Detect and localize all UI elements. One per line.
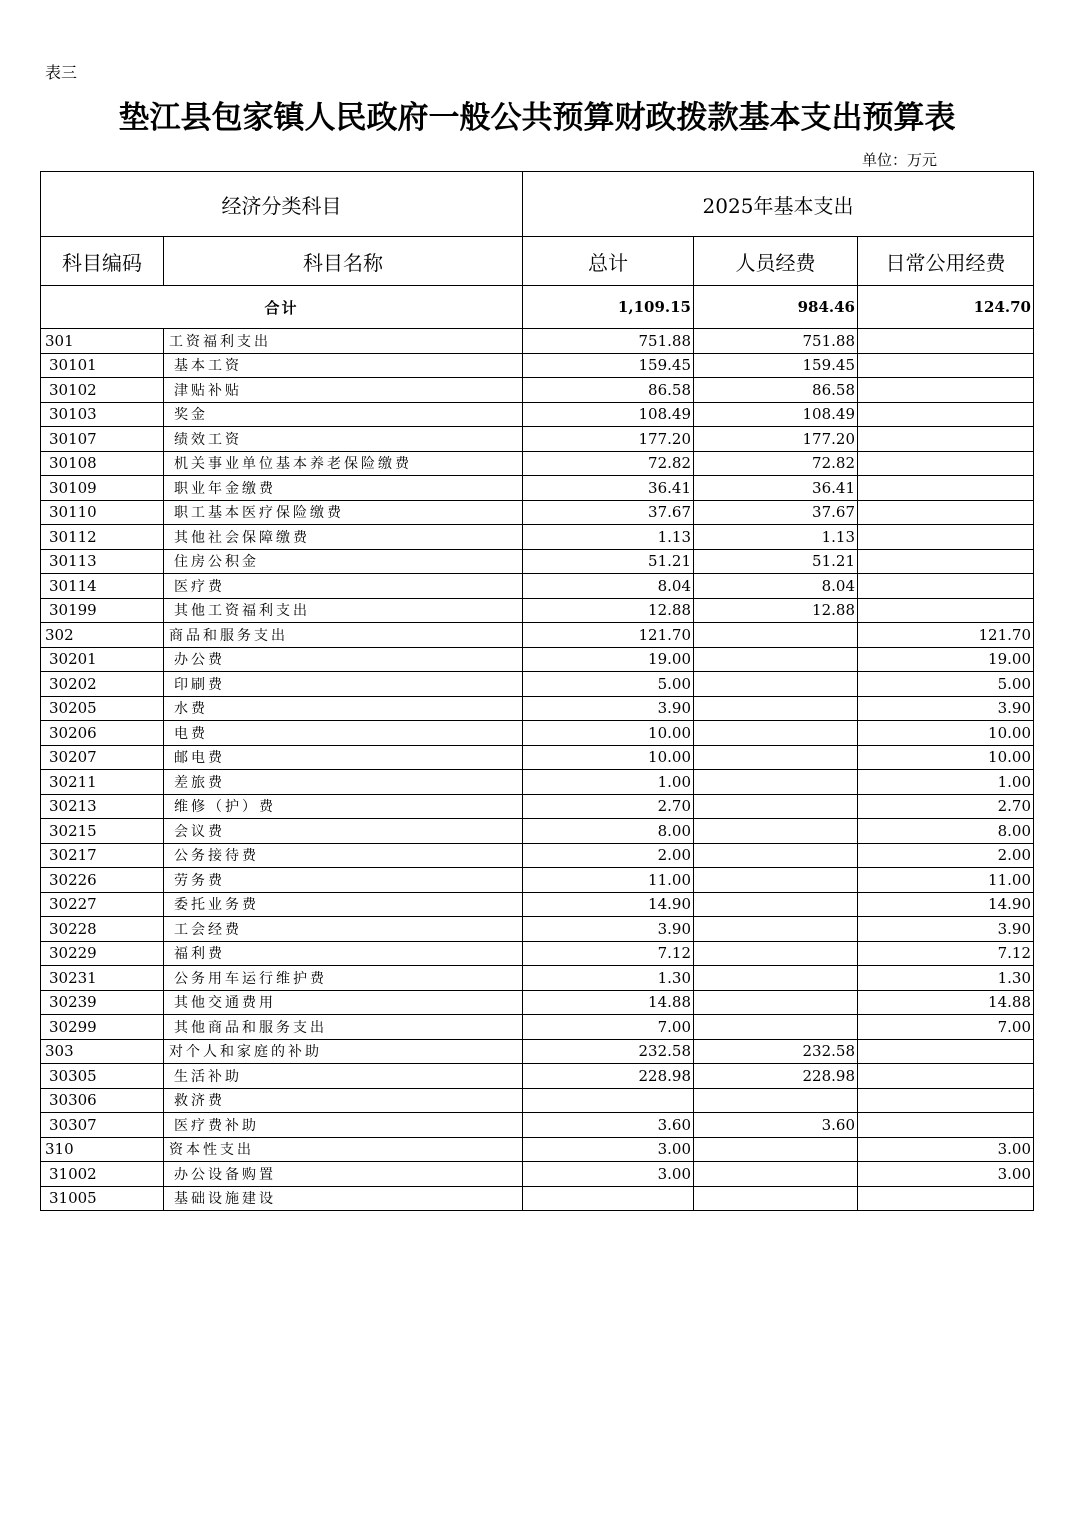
table-row: [41, 843, 1034, 868]
row-name: 医疗费: [164, 574, 523, 599]
row-total: 10.00: [523, 721, 694, 746]
row-public: [858, 378, 1034, 403]
row-code: 30307: [41, 1113, 164, 1138]
row-public: 2.00: [858, 843, 1034, 868]
row-personnel: [694, 966, 858, 991]
table-row: [41, 770, 1034, 795]
table-row: [41, 990, 1034, 1015]
row-public: [858, 549, 1034, 574]
header-year-basic: 2025年基本支出: [523, 172, 1034, 237]
table-row: [41, 1088, 1034, 1113]
row-personnel: [694, 819, 858, 844]
row-personnel: [694, 794, 858, 819]
row-total: 3.90: [523, 696, 694, 721]
row-name: 工会经费: [164, 917, 523, 942]
row-personnel: [694, 1162, 858, 1187]
row-total: 177.20: [523, 427, 694, 452]
row-total: 3.90: [523, 917, 694, 942]
row-name: 福利费: [164, 941, 523, 966]
table-row: [41, 819, 1034, 844]
row-total: 121.70: [523, 623, 694, 648]
row-public: [858, 525, 1034, 550]
row-code: 30109: [41, 476, 164, 501]
table-row: [41, 598, 1034, 623]
row-public: 8.00: [858, 819, 1034, 844]
row-code: 30108: [41, 451, 164, 476]
row-public: [858, 1039, 1034, 1064]
row-personnel: 751.88: [694, 329, 858, 354]
row-total: 2.70: [523, 794, 694, 819]
row-public: 3.90: [858, 696, 1034, 721]
row-public: 1.00: [858, 770, 1034, 795]
table-row: [41, 1186, 1034, 1211]
row-code: 30199: [41, 598, 164, 623]
row-code: 30113: [41, 549, 164, 574]
row-public: 10.00: [858, 745, 1034, 770]
table-row: [41, 1162, 1034, 1187]
row-personnel: [694, 868, 858, 893]
row-personnel: [694, 1088, 858, 1113]
row-code: 30306: [41, 1088, 164, 1113]
row-name: 办公费: [164, 647, 523, 672]
row-name: 公务接待费: [164, 843, 523, 868]
row-name: 资本性支出: [164, 1137, 523, 1162]
row-personnel: [694, 672, 858, 697]
row-name: 绩效工资: [164, 427, 523, 452]
table-label: 表三: [45, 63, 78, 82]
row-personnel: [694, 892, 858, 917]
row-public: [858, 1186, 1034, 1211]
table-row: [41, 476, 1034, 501]
total-row: [41, 286, 1034, 329]
row-total: [523, 1186, 694, 1211]
table-row: [41, 794, 1034, 819]
page-title: 垫江县包家镇人民政府一般公共预算财政拨款基本支出预算表: [118, 100, 956, 136]
row-personnel: 86.58: [694, 378, 858, 403]
row-personnel: [694, 843, 858, 868]
header-row-2: [41, 237, 1034, 286]
table-row: [41, 549, 1034, 574]
row-total: 159.45: [523, 353, 694, 378]
budget-table: [40, 171, 1034, 1211]
row-name: 对个人和家庭的补助: [164, 1039, 523, 1064]
row-name: 生活补助: [164, 1064, 523, 1089]
row-public: 3.00: [858, 1162, 1034, 1187]
row-total: 14.88: [523, 990, 694, 1015]
row-name: 维修（护）费: [164, 794, 523, 819]
row-code: 30227: [41, 892, 164, 917]
row-code: 302: [41, 623, 164, 648]
row-personnel: 228.98: [694, 1064, 858, 1089]
row-name: 其他商品和服务支出: [164, 1015, 523, 1040]
row-public: [858, 1113, 1034, 1138]
table-row: [41, 966, 1034, 991]
table-row: [41, 868, 1034, 893]
row-public: 7.00: [858, 1015, 1034, 1040]
row-personnel: 51.21: [694, 549, 858, 574]
table-row: [41, 353, 1034, 378]
row-name: 会议费: [164, 819, 523, 844]
table-row: [41, 451, 1034, 476]
table-row: [41, 500, 1034, 525]
row-total: 7.00: [523, 1015, 694, 1040]
table-row: [41, 647, 1034, 672]
row-code: 30205: [41, 696, 164, 721]
row-total: 7.12: [523, 941, 694, 966]
row-personnel: 159.45: [694, 353, 858, 378]
row-name: 电费: [164, 721, 523, 746]
row-total: 37.67: [523, 500, 694, 525]
table-row: [41, 1015, 1034, 1040]
row-personnel: 3.60: [694, 1113, 858, 1138]
row-public: [858, 1064, 1034, 1089]
row-public: [858, 329, 1034, 354]
table-row: [41, 1113, 1034, 1138]
row-name: 工资福利支出: [164, 329, 523, 354]
row-personnel: 12.88: [694, 598, 858, 623]
row-public: 14.90: [858, 892, 1034, 917]
row-name: 劳务费: [164, 868, 523, 893]
row-personnel: 8.04: [694, 574, 858, 599]
row-total: 11.00: [523, 868, 694, 893]
row-name: 水费: [164, 696, 523, 721]
row-name: 邮电费: [164, 745, 523, 770]
row-total: [523, 1088, 694, 1113]
row-total: 751.88: [523, 329, 694, 354]
row-code: 30213: [41, 794, 164, 819]
row-public: [858, 353, 1034, 378]
table-row: [41, 329, 1034, 354]
unit-label: 单位：万元: [862, 151, 938, 169]
row-total: 228.98: [523, 1064, 694, 1089]
row-personnel: [694, 770, 858, 795]
table-row: [41, 427, 1034, 452]
row-total: 19.00: [523, 647, 694, 672]
row-name: 基础设施建设: [164, 1186, 523, 1211]
row-code: 30239: [41, 990, 164, 1015]
row-public: 121.70: [858, 623, 1034, 648]
row-personnel: 108.49: [694, 402, 858, 427]
row-personnel: [694, 1137, 858, 1162]
row-public: 3.90: [858, 917, 1034, 942]
row-total: 3.00: [523, 1162, 694, 1187]
row-total: 3.00: [523, 1137, 694, 1162]
row-personnel: [694, 721, 858, 746]
table-row: [41, 378, 1034, 403]
row-name: 其他工资福利支出: [164, 598, 523, 623]
row-total: 232.58: [523, 1039, 694, 1064]
row-personnel: [694, 1186, 858, 1211]
table-row: [41, 525, 1034, 550]
row-code: 30112: [41, 525, 164, 550]
row-total: 36.41: [523, 476, 694, 501]
row-code: 30299: [41, 1015, 164, 1040]
row-name: 其他交通费用: [164, 990, 523, 1015]
row-personnel: [694, 696, 858, 721]
table-row: [41, 574, 1034, 599]
row-public: 11.00: [858, 868, 1034, 893]
row-code: 30217: [41, 843, 164, 868]
row-public: [858, 500, 1034, 525]
total-sum: 1,109.15: [523, 286, 694, 329]
row-code: 30202: [41, 672, 164, 697]
row-code: 30110: [41, 500, 164, 525]
row-code: 30229: [41, 941, 164, 966]
row-public: 10.00: [858, 721, 1034, 746]
row-personnel: [694, 623, 858, 648]
row-personnel: 177.20: [694, 427, 858, 452]
row-name: 委托业务费: [164, 892, 523, 917]
row-public: 3.00: [858, 1137, 1034, 1162]
row-code: 303: [41, 1039, 164, 1064]
table-row: [41, 941, 1034, 966]
row-name: 印刷费: [164, 672, 523, 697]
row-total: 1.30: [523, 966, 694, 991]
row-total: 2.00: [523, 843, 694, 868]
table-row: [41, 745, 1034, 770]
table-row: [41, 1064, 1034, 1089]
row-name: 职工基本医疗保险缴费: [164, 500, 523, 525]
row-code: 30114: [41, 574, 164, 599]
table-row: [41, 1137, 1034, 1162]
row-personnel: 72.82: [694, 451, 858, 476]
row-code: 30103: [41, 402, 164, 427]
row-name: 公务用车运行维护费: [164, 966, 523, 991]
header-total: 总计: [523, 237, 694, 286]
row-code: 30107: [41, 427, 164, 452]
table-row: [41, 672, 1034, 697]
row-personnel: [694, 941, 858, 966]
row-personnel: 1.13: [694, 525, 858, 550]
row-public: 5.00: [858, 672, 1034, 697]
row-public: 14.88: [858, 990, 1034, 1015]
table-row: [41, 721, 1034, 746]
row-code: 30211: [41, 770, 164, 795]
row-personnel: 37.67: [694, 500, 858, 525]
row-code: 30231: [41, 966, 164, 991]
header-row-1: [41, 172, 1034, 237]
row-public: 1.30: [858, 966, 1034, 991]
table-row: [41, 892, 1034, 917]
row-name: 住房公积金: [164, 549, 523, 574]
row-personnel: [694, 990, 858, 1015]
row-name: 商品和服务支出: [164, 623, 523, 648]
row-total: 10.00: [523, 745, 694, 770]
row-total: 8.04: [523, 574, 694, 599]
row-code: 30101: [41, 353, 164, 378]
row-personnel: [694, 745, 858, 770]
row-code: 30226: [41, 868, 164, 893]
row-public: [858, 574, 1034, 599]
row-code: 31002: [41, 1162, 164, 1187]
row-total: 5.00: [523, 672, 694, 697]
row-personnel: 36.41: [694, 476, 858, 501]
table-row: [41, 402, 1034, 427]
header-name: 科目名称: [164, 237, 523, 286]
row-name: 津贴补贴: [164, 378, 523, 403]
header-code: 科目编码: [41, 237, 164, 286]
row-name: 差旅费: [164, 770, 523, 795]
row-public: [858, 598, 1034, 623]
row-personnel: 232.58: [694, 1039, 858, 1064]
row-public: [858, 476, 1034, 501]
row-public: [858, 451, 1034, 476]
row-name: 机关事业单位基本养老保险缴费: [164, 451, 523, 476]
row-total: 86.58: [523, 378, 694, 403]
row-name: 医疗费补助: [164, 1113, 523, 1138]
row-total: 51.21: [523, 549, 694, 574]
row-personnel: [694, 1015, 858, 1040]
row-name: 其他社会保障缴费: [164, 525, 523, 550]
row-code: 310: [41, 1137, 164, 1162]
table-row: [41, 696, 1034, 721]
row-code: 30305: [41, 1064, 164, 1089]
row-name: 办公设备购置: [164, 1162, 523, 1187]
table-row: [41, 623, 1034, 648]
row-name: 救济费: [164, 1088, 523, 1113]
header-personnel: 人员经费: [694, 237, 858, 286]
row-total: 72.82: [523, 451, 694, 476]
total-label: 合计: [41, 286, 523, 329]
row-total: 8.00: [523, 819, 694, 844]
row-code: 30201: [41, 647, 164, 672]
row-code: 301: [41, 329, 164, 354]
row-code: 30228: [41, 917, 164, 942]
row-total: 1.13: [523, 525, 694, 550]
row-code: 31005: [41, 1186, 164, 1211]
row-code: 30206: [41, 721, 164, 746]
row-public: 2.70: [858, 794, 1034, 819]
row-personnel: [694, 647, 858, 672]
table-row: [41, 917, 1034, 942]
row-total: 12.88: [523, 598, 694, 623]
row-total: 3.60: [523, 1113, 694, 1138]
row-personnel: [694, 917, 858, 942]
row-public: 7.12: [858, 941, 1034, 966]
row-name: 奖金: [164, 402, 523, 427]
table-row: [41, 1039, 1034, 1064]
total-public: 124.70: [858, 286, 1034, 329]
row-public: [858, 402, 1034, 427]
row-name: 基本工资: [164, 353, 523, 378]
row-code: 30102: [41, 378, 164, 403]
row-total: 14.90: [523, 892, 694, 917]
row-name: 职业年金缴费: [164, 476, 523, 501]
row-code: 30207: [41, 745, 164, 770]
row-public: [858, 1088, 1034, 1113]
header-public: 日常公用经费: [858, 237, 1034, 286]
row-total: 108.49: [523, 402, 694, 427]
total-personnel: 984.46: [694, 286, 858, 329]
row-public: 19.00: [858, 647, 1034, 672]
header-econ-category: 经济分类科目: [41, 172, 523, 237]
row-total: 1.00: [523, 770, 694, 795]
row-code: 30215: [41, 819, 164, 844]
row-public: [858, 427, 1034, 452]
